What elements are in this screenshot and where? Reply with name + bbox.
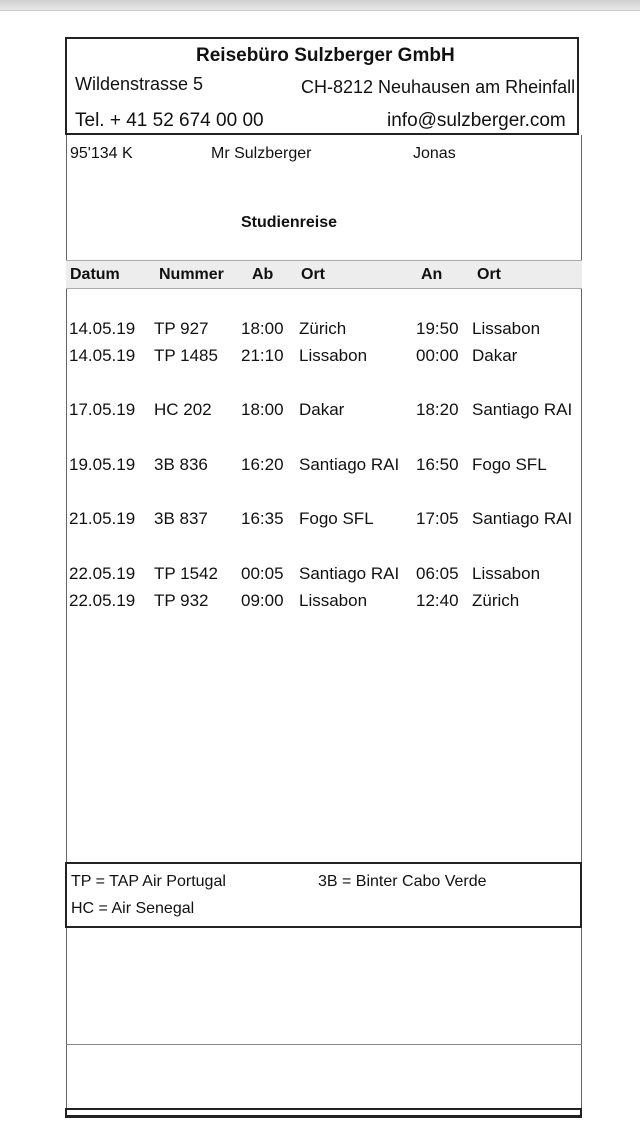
sheet-bottom-border (65, 1108, 582, 1118)
cell-date: 21.05.19 (69, 509, 136, 528)
cell-number: TP 1542 (154, 564, 218, 583)
cell-to: Santiago RAI (472, 509, 573, 528)
cell-arr: 19:50 (416, 319, 459, 338)
company-street: Wildenstrasse 5 (75, 74, 204, 94)
cell-to: Fogo SFL (472, 455, 547, 474)
cell-from: Dakar (299, 400, 345, 419)
company-name: Reisebüro Sulzberger GmbH (196, 45, 455, 66)
cell-number: TP 1485 (154, 346, 218, 365)
cell-arr: 06:05 (416, 564, 459, 583)
cell-arr: 00:00 (416, 346, 459, 365)
cell-to: Lissabon (472, 319, 541, 338)
cell-arr: 18:20 (416, 400, 459, 419)
cell-from: Lissabon (299, 591, 368, 610)
client-first-name: Jonas (413, 145, 456, 162)
cell-dep: 16:35 (241, 509, 284, 528)
company-email: info@sulzberger.com (387, 110, 566, 131)
cell-from: Lissabon (299, 346, 368, 365)
cell-date: 17.05.19 (69, 400, 136, 419)
cell-to: Dakar (472, 346, 518, 365)
cell-from: Fogo SFL (299, 509, 374, 528)
cell-dep: 18:00 (241, 400, 284, 419)
col-dep-place: Ort (301, 266, 325, 283)
cell-date: 14.05.19 (69, 346, 136, 365)
legend-tp: TP = TAP Air Portugal (71, 873, 226, 890)
cell-number: TP 932 (154, 591, 209, 610)
client-name: Mr Sulzberger (211, 145, 312, 162)
cell-to: Lissabon (472, 564, 541, 583)
cell-from: Santiago RAI (299, 455, 400, 474)
legend-hc: HC = Air Senegal (71, 900, 195, 917)
cell-to: Santiago RAI (472, 400, 573, 419)
cell-dep: 09:00 (241, 591, 284, 610)
cell-number: 3B 836 (154, 455, 208, 474)
cell-date: 14.05.19 (69, 319, 136, 338)
cell-arr: 17:05 (416, 509, 459, 528)
cell-to: Zürich (472, 591, 520, 610)
col-arr: An (421, 266, 443, 283)
cell-from: Santiago RAI (299, 564, 400, 583)
cell-date: 22.05.19 (69, 591, 136, 610)
col-number: Nummer (159, 266, 224, 283)
cell-dep: 18:00 (241, 319, 284, 338)
cell-arr: 16:50 (416, 455, 459, 474)
cell-dep: 00:05 (241, 564, 284, 583)
cell-date: 19.05.19 (69, 455, 136, 474)
cell-arr: 12:40 (416, 591, 459, 610)
legend-3b: 3B = Binter Cabo Verde (318, 873, 487, 890)
viewer-top-bar (0, 0, 640, 11)
col-date: Datum (70, 266, 120, 283)
trip-title: Studienreise (241, 214, 338, 231)
client-number: 95'134 K (70, 145, 133, 162)
company-phone: Tel. + 41 52 674 00 00 (75, 110, 264, 131)
cell-from: Zürich (299, 319, 347, 338)
divider-line (66, 1044, 582, 1045)
col-dep: Ab (252, 266, 274, 283)
cell-number: TP 927 (154, 319, 209, 338)
company-city: CH-8212 Neuhausen am Rheinfall (301, 77, 576, 97)
col-arr-place: Ort (477, 266, 501, 283)
cell-dep: 16:20 (241, 455, 284, 474)
cell-dep: 21:10 (241, 346, 284, 365)
cell-number: HC 202 (154, 400, 212, 419)
cell-number: 3B 837 (154, 509, 208, 528)
cell-date: 22.05.19 (69, 564, 136, 583)
